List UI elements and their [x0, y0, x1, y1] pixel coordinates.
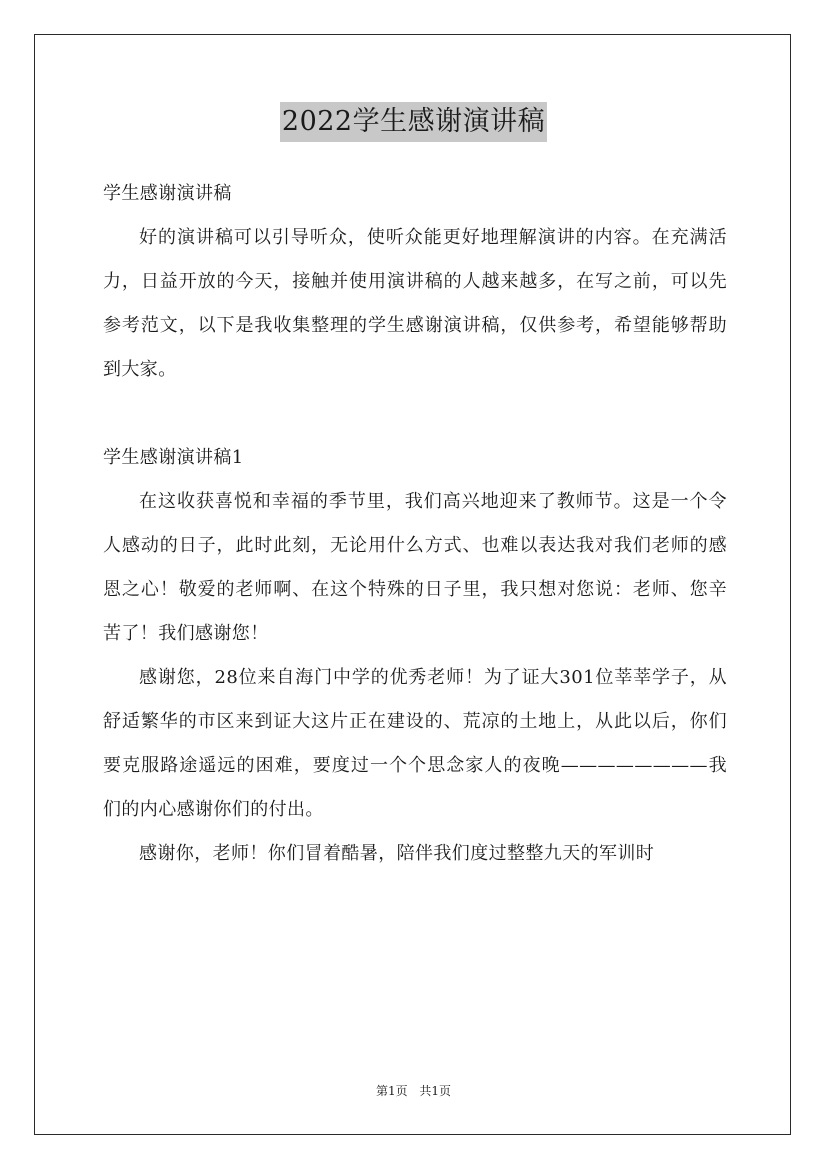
document-subtitle: 学生感谢演讲稿 [103, 183, 232, 204]
title-area [0, 102, 827, 142]
body-paragraph: 在这收获喜悦和幸福的季节里，我们高兴地迎来了教师节。这是一个令人感动的日子，此时此刻，无论用什么方式、也难以表达我对我们老师的感恩之心！敬爱的老师啊、在这个特殊的日子里，我只想对您说：老师、您辛苦了！我们感谢您！ [103, 491, 727, 644]
page-total: 共1页 [419, 1084, 452, 1098]
page-number: 第1页 [375, 1084, 408, 1098]
page-footer [0, 1083, 827, 1099]
paragraph-gap [103, 392, 727, 436]
section-1-title: 学生感谢演讲稿1 [103, 447, 244, 468]
document-title: 2022学生感谢演讲稿 [280, 102, 547, 142]
body-paragraph: 感谢你，老师！你们冒着酷暑，陪伴我们度过整整九天的军训时 [139, 843, 655, 864]
document-body [103, 172, 727, 876]
intro-paragraph: 好的演讲稿可以引导听众，使听众能更好地理解演讲的内容。在充满活力，日益开放的今天，接触并使用演讲稿的人越来越多，在写之前，可以先参考范文，以下是我收集整理的学生感谢演讲稿，仅供参考，希望能够帮助到大家。 [103, 227, 727, 380]
body-paragraph: 感谢您，28位来自海门中学的优秀老师！为了证大301位莘莘学子，从舒适繁华的市区来到证大这片正在建设的、荒凉的土地上，从此以后，你们要克服路途遥远的困难，要度过一个个思念家人的夜晚————————我们的内心感谢你们的付出。 [103, 667, 727, 820]
